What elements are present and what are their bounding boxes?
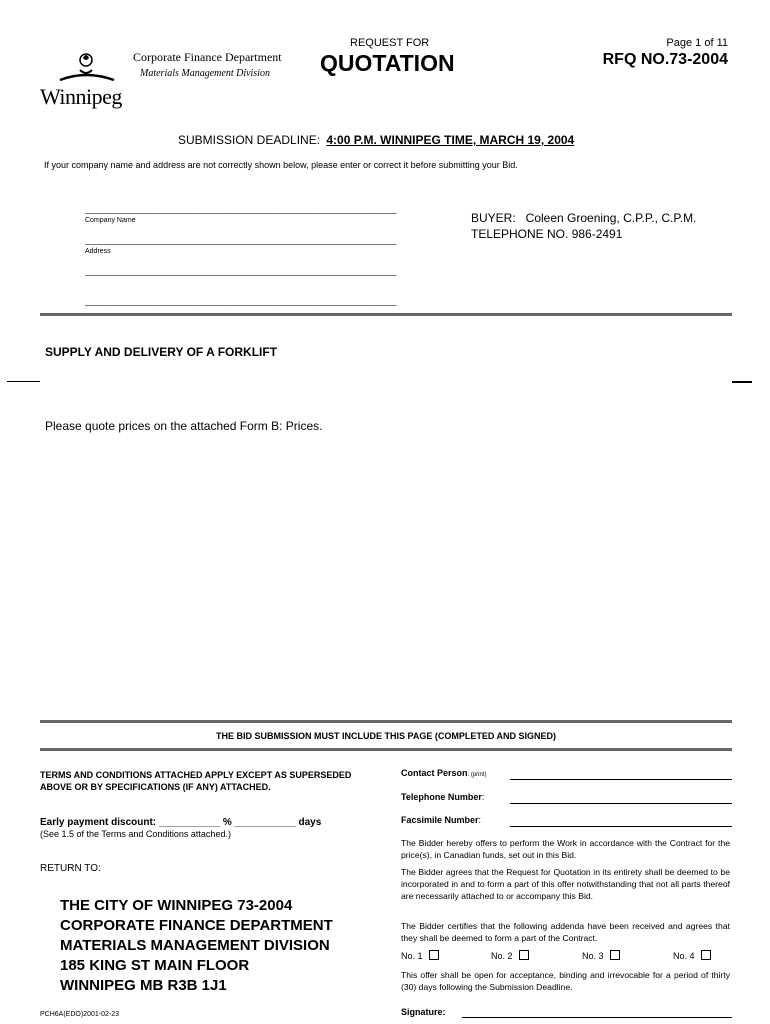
return-address-line: 185 KING ST MAIN FLOOR bbox=[60, 957, 250, 974]
signature-label: Signature: bbox=[401, 1007, 446, 1017]
submission-banner: THE BID SUBMISSION MUST INCLUDE THIS PAGE (COMPLETED AND SIGNED) bbox=[215, 731, 556, 741]
banner-bottom-rule bbox=[40, 748, 732, 751]
deadline-label: SUBMISSION DEADLINE: bbox=[178, 133, 321, 147]
address-line-3[interactable]: ______________________________________________________________________ bbox=[85, 297, 397, 306]
division-name: Materials Management Division bbox=[140, 68, 270, 79]
addendum-2-checkbox[interactable] bbox=[519, 950, 529, 960]
section-divider bbox=[40, 313, 732, 316]
fax-label: Facsimile Number bbox=[401, 815, 479, 825]
buyer-name: BUYER: Coleen Groening, C.P.P., C.P.M. bbox=[471, 211, 697, 225]
contact-print-note: : (print) bbox=[467, 772, 487, 778]
department-name: Corporate Finance Department bbox=[133, 50, 282, 64]
addendum-label: No. 3 bbox=[582, 951, 604, 961]
request-for-label: REQUEST FOR bbox=[350, 37, 430, 49]
addendum-4-checkbox[interactable] bbox=[701, 950, 711, 960]
bidder-agreement-paragraph: The Bidder agrees that the Request for Quotation in its entirety shall be deemed to be incorporated in and to form a part of this offer notwithstanding that not all parts thereof are necessarily attached to or accompany this Bid. bbox=[401, 867, 730, 901]
telephone-row bbox=[401, 792, 484, 802]
page-number: Page 1 of 11 bbox=[666, 37, 728, 49]
document-title: SUPPLY AND DELIVERY OF A FORKLIFT bbox=[45, 345, 278, 359]
contact-person-field[interactable] bbox=[510, 779, 732, 780]
return-address-line: THE CITY OF WINNIPEG 73-2004 bbox=[60, 897, 293, 914]
address-label: Address bbox=[85, 248, 111, 255]
quotation-title: QUOTATION bbox=[320, 50, 455, 76]
fax-colon: : bbox=[478, 815, 482, 825]
telephone-field[interactable] bbox=[510, 803, 732, 804]
address-line-1[interactable]: ______________________________________________________________________ bbox=[85, 236, 397, 245]
fax-row bbox=[401, 815, 481, 825]
return-address bbox=[60, 896, 333, 996]
submission-deadline bbox=[178, 133, 574, 147]
offer-validity-paragraph: This offer shall be open for acceptance, binding and irrevocable for a period of thirty (30) days following the Submission Deadline. bbox=[401, 970, 730, 992]
addendum-3-checkbox[interactable] bbox=[610, 950, 620, 960]
fax-field[interactable] bbox=[510, 826, 732, 827]
correction-instruction: If your company name and address are not correctly shown below, please enter or correct it before submitting your Bid. bbox=[44, 160, 518, 170]
pricing-instruction: Please quote prices on the attached Form B: Prices. bbox=[45, 419, 323, 433]
buyer-telephone: TELEPHONE NO. 986-2491 bbox=[471, 227, 623, 241]
form-code: PCH6A(EDO)2001-02-23 bbox=[40, 1011, 119, 1018]
margin-tick-left bbox=[7, 381, 40, 382]
rfq-number: RFQ NO.73-2004 bbox=[602, 51, 728, 68]
telephone-colon: : bbox=[481, 792, 485, 802]
logo-wordmark: Winnipeg bbox=[40, 84, 122, 109]
contact-person-label: Contact Person bbox=[401, 768, 468, 778]
deadline-value: 4:00 P.M. WINNIPEG TIME, MARCH 19, 2004 bbox=[326, 133, 575, 147]
return-address-line: CORPORATE FINANCE DEPARTMENT bbox=[60, 917, 333, 934]
contact-person-row bbox=[401, 768, 732, 778]
banner-top-rule bbox=[40, 720, 732, 723]
return-address-line: MATERIALS MANAGEMENT DIVISION bbox=[60, 937, 330, 954]
addendum-label: No. 2 bbox=[491, 951, 513, 961]
return-to-label: RETURN TO: bbox=[40, 863, 101, 874]
addendum-label: No. 1 bbox=[401, 951, 423, 961]
winnipeg-logo bbox=[40, 46, 128, 110]
early-payment-note: (See 1.5 of the Terms and Conditions attached.) bbox=[40, 829, 231, 839]
signature-field[interactable] bbox=[462, 1017, 732, 1018]
margin-tick-right bbox=[732, 381, 752, 383]
addendum-1-checkbox[interactable] bbox=[429, 950, 439, 960]
bidder-offer-paragraph: The Bidder hereby offers to perform the Work in accordance with the Contract for the price(s), in Canadian funds, set out in this Bid. bbox=[401, 838, 730, 860]
company-name-label: Company Name bbox=[85, 217, 136, 224]
terms-statement: TERMS AND CONDITIONS ATTACHED APPLY EXCEPT AS SUPERSEDED ABOVE OR BY SPECIFICATIONS (IF ANY) ATTACHED. bbox=[40, 770, 352, 792]
address-line-2[interactable]: ______________________________________________________________________ bbox=[85, 267, 397, 276]
addendum-label: No. 4 bbox=[673, 951, 695, 961]
company-name-line[interactable]: ______________________________________________________________________ bbox=[85, 205, 397, 214]
return-address-line: WINNIPEG MB R3B 1J1 bbox=[60, 977, 227, 994]
telephone-label: Telephone Number bbox=[401, 792, 482, 802]
early-payment-discount[interactable]: Early payment discount: ___________ % ___________ days bbox=[40, 817, 322, 828]
addenda-certification-paragraph: The Bidder certifies that the following addenda have been received and agrees that they shall be deemed to form a part of the Contract. bbox=[401, 921, 730, 943]
